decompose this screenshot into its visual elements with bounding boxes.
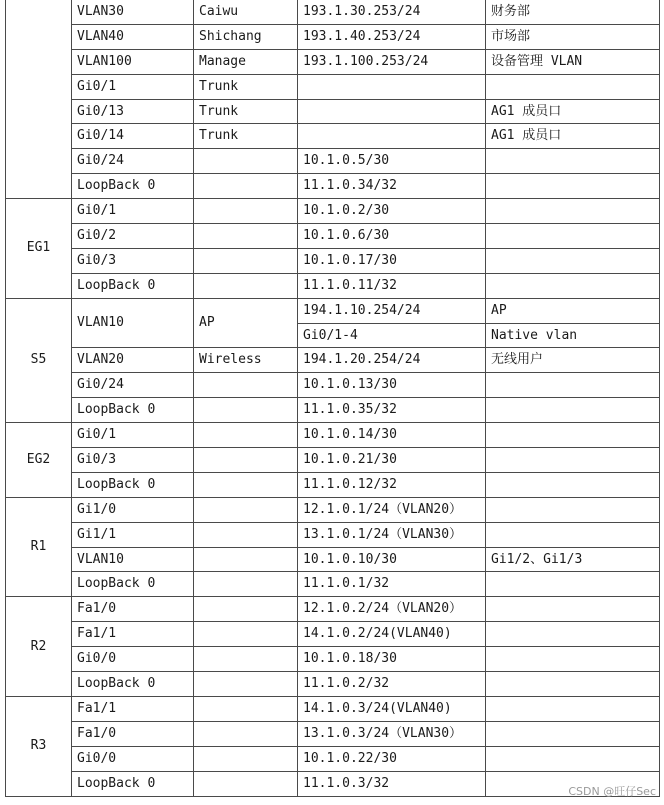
- ip-address-cell: 193.1.30.253/24: [298, 0, 486, 24]
- ip-address-cell: 10.1.0.22/30: [298, 746, 486, 771]
- table-row: [6, 174, 660, 199]
- vlan-name-cell: Trunk: [194, 74, 298, 99]
- interface-cell: Gi0/2: [72, 224, 194, 249]
- ip-address-cell: 14.1.0.2/24(VLAN40): [298, 622, 486, 647]
- ip-address-cell: 10.1.0.10/30: [298, 547, 486, 572]
- table-row: [6, 672, 660, 697]
- interface-cell: Gi0/3: [72, 248, 194, 273]
- ip-address-cell: 193.1.40.253/24: [298, 24, 486, 49]
- note-cell: 市场部: [486, 24, 660, 49]
- vlan-name-cell: [194, 273, 298, 298]
- table-row: [6, 24, 660, 49]
- note-cell: 无线用户: [486, 348, 660, 373]
- note-cell: [486, 497, 660, 522]
- note-cell: [486, 149, 660, 174]
- ip-address-cell: [298, 124, 486, 149]
- note-cell: AG1 成员口: [486, 99, 660, 124]
- interface-cell: Gi0/24: [72, 149, 194, 174]
- interface-cell: VLAN30: [72, 0, 194, 24]
- table-row: [6, 74, 660, 99]
- note-cell: [486, 373, 660, 398]
- vlan-name-cell: [194, 721, 298, 746]
- note-cell: [486, 174, 660, 199]
- ip-address-cell: 11.1.0.3/32: [298, 771, 486, 796]
- vlan-name-cell: [194, 597, 298, 622]
- ip-address-cell: 194.1.20.254/24: [298, 348, 486, 373]
- interface-cell: LoopBack 0: [72, 273, 194, 298]
- table-row: [6, 771, 660, 796]
- vlan-name-cell: [194, 771, 298, 796]
- ip-address-cell: 10.1.0.21/30: [298, 448, 486, 473]
- table-row: [6, 298, 660, 323]
- interface-cell: LoopBack 0: [72, 472, 194, 497]
- ip-address-cell: 11.1.0.12/32: [298, 472, 486, 497]
- note-cell: [486, 423, 660, 448]
- note-cell: [486, 522, 660, 547]
- ip-address-cell: 193.1.100.253/24: [298, 49, 486, 74]
- interface-cell: Gi0/3: [72, 448, 194, 473]
- vlan-name-cell: [194, 398, 298, 423]
- table-row: [6, 472, 660, 497]
- ip-address-cell: 10.1.0.5/30: [298, 149, 486, 174]
- note-cell: Native vlan: [486, 323, 660, 348]
- interface-cell: LoopBack 0: [72, 672, 194, 697]
- table-row: [6, 99, 660, 124]
- ip-address-cell: 11.1.0.2/32: [298, 672, 486, 697]
- note-cell: 设备管理 VLAN: [486, 49, 660, 74]
- ip-address-cell: 12.1.0.1/24（VLAN20）: [298, 497, 486, 522]
- table-row: [6, 398, 660, 423]
- note-cell: Gi1/2、Gi1/3: [486, 547, 660, 572]
- note-cell: [486, 647, 660, 672]
- interface-cell: LoopBack 0: [72, 572, 194, 597]
- note-cell: [486, 248, 660, 273]
- note-cell: [486, 622, 660, 647]
- ip-address-cell: 14.1.0.3/24(VLAN40): [298, 696, 486, 721]
- ip-address-cell: [298, 99, 486, 124]
- ip-address-cell: 10.1.0.17/30: [298, 248, 486, 273]
- note-cell: [486, 597, 660, 622]
- vlan-name-cell: [194, 423, 298, 448]
- table-row: [6, 497, 660, 522]
- table-row: [6, 199, 660, 224]
- interface-cell: VLAN20: [72, 348, 194, 373]
- vlan-name-cell: Trunk: [194, 99, 298, 124]
- interface-cell: Gi1/1: [72, 522, 194, 547]
- watermark: CSDN @旺仔Sec: [568, 785, 656, 798]
- vlan-name-cell: [194, 174, 298, 199]
- note-cell: [486, 398, 660, 423]
- ip-address-cell: 13.1.0.1/24（VLAN30）: [298, 522, 486, 547]
- note-cell: [486, 448, 660, 473]
- vlan-name-cell: [194, 224, 298, 249]
- ip-address-cell: [298, 74, 486, 99]
- table-row: [6, 224, 660, 249]
- interface-cell: Fa1/1: [72, 696, 194, 721]
- ip-address-table: [5, 0, 660, 797]
- vlan-name-cell: Manage: [194, 49, 298, 74]
- device-cell: R2: [6, 597, 72, 697]
- ip-address-cell: 10.1.0.14/30: [298, 423, 486, 448]
- interface-cell: VLAN100: [72, 49, 194, 74]
- vlan-name-cell: [194, 472, 298, 497]
- vlan-name-cell: [194, 622, 298, 647]
- vlan-name-cell: AP: [194, 298, 298, 348]
- interface-cell: VLAN10: [72, 547, 194, 572]
- note-cell: [486, 696, 660, 721]
- interface-cell: LoopBack 0: [72, 771, 194, 796]
- vlan-name-cell: [194, 696, 298, 721]
- interface-cell: Gi0/1: [72, 423, 194, 448]
- interface-cell: Gi0/0: [72, 647, 194, 672]
- interface-cell: Gi1/0: [72, 497, 194, 522]
- table-row: [6, 124, 660, 149]
- table-row: [6, 49, 660, 74]
- note-cell: [486, 746, 660, 771]
- interface-cell: VLAN10: [72, 298, 194, 348]
- ip-address-cell: 11.1.0.1/32: [298, 572, 486, 597]
- device-cell: EG2: [6, 423, 72, 498]
- ip-address-cell: 194.1.10.254/24: [298, 298, 486, 323]
- interface-cell: Gi0/14: [72, 124, 194, 149]
- note-cell: [486, 224, 660, 249]
- vlan-name-cell: [194, 149, 298, 174]
- note-cell: [486, 572, 660, 597]
- vlan-name-cell: [194, 672, 298, 697]
- table-row: [6, 547, 660, 572]
- interface-cell: Fa1/0: [72, 597, 194, 622]
- interface-cell: Fa1/1: [72, 622, 194, 647]
- table-row: [6, 448, 660, 473]
- note-cell: [486, 199, 660, 224]
- interface-cell: VLAN40: [72, 24, 194, 49]
- vlan-name-cell: [194, 199, 298, 224]
- interface-cell: Gi0/0: [72, 746, 194, 771]
- table-row: [6, 647, 660, 672]
- note-cell: [486, 472, 660, 497]
- vlan-name-cell: [194, 522, 298, 547]
- device-cell: R3: [6, 696, 72, 796]
- table-row: [6, 149, 660, 174]
- vlan-name-cell: [194, 647, 298, 672]
- vlan-name-cell: [194, 373, 298, 398]
- device-cell: S5: [6, 298, 72, 422]
- table-row: [6, 373, 660, 398]
- vlan-name-cell: [194, 572, 298, 597]
- table-row: [6, 273, 660, 298]
- ip-address-cell: 13.1.0.3/24（VLAN30）: [298, 721, 486, 746]
- note-cell: [486, 721, 660, 746]
- table-body: [6, 0, 660, 796]
- table-row: [6, 622, 660, 647]
- ip-address-cell: 10.1.0.18/30: [298, 647, 486, 672]
- vlan-name-cell: [194, 547, 298, 572]
- interface-cell: Gi0/1: [72, 199, 194, 224]
- note-cell: AG1 成员口: [486, 124, 660, 149]
- note-cell: AP: [486, 298, 660, 323]
- interface-cell: Gi0/1: [72, 74, 194, 99]
- ip-address-cell: 10.1.0.13/30: [298, 373, 486, 398]
- ip-address-cell: Gi0/1-4: [298, 323, 486, 348]
- interface-cell: Gi0/13: [72, 99, 194, 124]
- table-row: [6, 572, 660, 597]
- vlan-name-cell: [194, 746, 298, 771]
- table-row: [6, 348, 660, 373]
- ip-address-cell: 11.1.0.11/32: [298, 273, 486, 298]
- table-row: [6, 746, 660, 771]
- table-row: [6, 696, 660, 721]
- note-cell: [486, 74, 660, 99]
- table-row: [6, 597, 660, 622]
- vlan-name-cell: Caiwu: [194, 0, 298, 24]
- vlan-name-cell: [194, 248, 298, 273]
- ip-address-cell: 11.1.0.35/32: [298, 398, 486, 423]
- note-cell: [486, 273, 660, 298]
- device-cell: [6, 0, 72, 199]
- table-row: [6, 0, 660, 24]
- device-cell: R1: [6, 497, 72, 597]
- vlan-name-cell: Trunk: [194, 124, 298, 149]
- vlan-name-cell: [194, 448, 298, 473]
- interface-cell: Gi0/24: [72, 373, 194, 398]
- table-row: [6, 423, 660, 448]
- table-row: [6, 522, 660, 547]
- ip-address-cell: 10.1.0.2/30: [298, 199, 486, 224]
- device-cell: EG1: [6, 199, 72, 299]
- ip-address-cell: 12.1.0.2/24（VLAN20）: [298, 597, 486, 622]
- note-cell: 财务部: [486, 0, 660, 24]
- vlan-name-cell: Shichang: [194, 24, 298, 49]
- interface-cell: Fa1/0: [72, 721, 194, 746]
- ip-address-cell: 10.1.0.6/30: [298, 224, 486, 249]
- vlan-name-cell: Wireless: [194, 348, 298, 373]
- note-cell: [486, 672, 660, 697]
- table-row: [6, 721, 660, 746]
- vlan-name-cell: [194, 497, 298, 522]
- interface-cell: LoopBack 0: [72, 174, 194, 199]
- table-row: [6, 248, 660, 273]
- ip-address-cell: 11.1.0.34/32: [298, 174, 486, 199]
- interface-cell: LoopBack 0: [72, 398, 194, 423]
